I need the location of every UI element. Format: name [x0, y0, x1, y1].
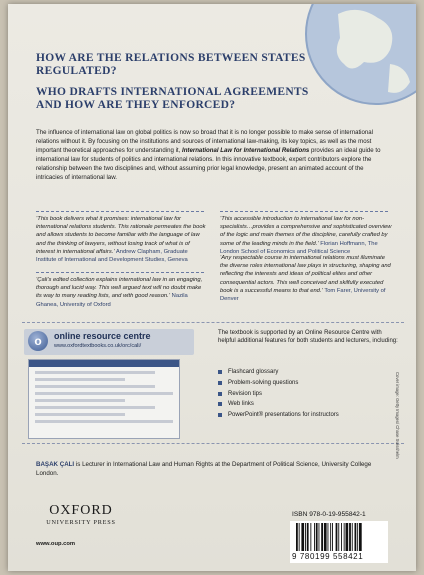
- review-quote: [220, 215, 392, 256]
- list-item: PowerPoint® presentations for instructors: [218, 410, 398, 421]
- quote-text: ‘Any respectable course in international relations must illuminate the diverse roles international law plays in structuring, shaping and reflecting the interests and ideas of political elites and other consequential actors. This well conceived and skilfully executed book is a successful means to that end.’: [220, 255, 391, 294]
- orc-logo-icon: o: [28, 331, 48, 351]
- intro-paragraph: [36, 128, 388, 183]
- orc-url: www.oxfordtextbooks.co.uk/orc/cali/: [54, 343, 142, 349]
- barcode-icon: [294, 523, 384, 553]
- quote-source: Nazila Ghanea, University of Oxford: [36, 293, 188, 308]
- heading-question-1: HOW ARE THE RELATIONS BETWEEN STATES REGULATED?: [36, 52, 306, 77]
- divider: [36, 211, 204, 212]
- barcode-digits: 9 780199 558421: [292, 552, 364, 561]
- intro-text-1: The influence of international law on global politics is now so broad that it is no longer possible to make sense of international relations without it. By focusing on the institutions and sources of international law-making, its key topics, as well as the most important theoretical approaches for understanding it,: [36, 129, 374, 155]
- list-item: Problem-solving questions: [218, 378, 398, 389]
- online-resource-centre-panel: [22, 322, 404, 444]
- back-cover: [8, 4, 416, 571]
- quote-text: ‘Çali’s edited collection explains international law in an engaging, thorough and lucid way. This well argued text will no doubt make its way to many reading lists, and with good reason.’: [36, 277, 203, 300]
- isbn-label: ISBN 978-0-19-955842-1: [292, 511, 366, 518]
- author-name: BAŞAK ÇALI: [36, 461, 75, 468]
- orc-logo: [24, 329, 194, 355]
- website-screenshot: [28, 359, 180, 439]
- list-item: Revision tips: [218, 389, 398, 400]
- orc-feature-list: [218, 367, 398, 421]
- divider: [36, 272, 204, 273]
- quote-source: Andrew Clapham, Graduate Institute of International and Development Studies, Geneva: [36, 248, 188, 264]
- publisher-website: www.oup.com: [36, 541, 76, 547]
- book-title: International Law for International Relations: [182, 147, 310, 155]
- orc-description: The textbook is supported by an Online Resource Centre with helpful additional features for both students and lecturers, including:: [218, 330, 398, 345]
- review-quote: [220, 254, 392, 303]
- quote-text: ‘This book delivers what it promises: international law for international relations students. This rationale permeates the book and allows students to become familiar with the language of law and the thinking of lawyers, without losing track of what is of interest in international affairs.’: [36, 216, 206, 255]
- cover-image-credit: Cover image: Getty Images/ Chase Swisshelm: [395, 372, 400, 459]
- publisher-name: OXFORD: [49, 503, 113, 518]
- quote-text: ‘This accessible introduction to international law for non-specialists…provides a comprehensive and sophisticated overview of the logic and main themes of the discipline, carefully crafted by some of the leading minds in the field.’: [220, 216, 392, 247]
- publisher-subtitle: UNIVERSITY PRESS: [46, 519, 116, 526]
- quote-source: Tom Farer, University of Denver: [220, 287, 386, 303]
- list-item: Web links: [218, 399, 398, 410]
- divider: [220, 211, 388, 212]
- barcode: [290, 521, 388, 563]
- publisher-logo: [36, 504, 126, 527]
- author-bio-text: is Lecturer in International Law and Human Rights at the Department of Political Science, University College London.: [36, 461, 372, 477]
- heading-question-2: WHO DRAFTS INTERNATIONAL AGREEMENTS AND HOW ARE THEY ENFORCED?: [36, 86, 309, 111]
- orc-title: online resource centre: [54, 331, 151, 341]
- author-bio: [36, 460, 388, 478]
- quote-source: Florian Hoffmann, The London School of Economics and Political Science: [220, 240, 378, 255]
- intro-text-2: provides an ideal guide to international law for students of politics and international relations. In this innovative textbook, expert contributors explore the relationship between the two disciplines and, without assuming prior legal knowledge, present an animated account of the intricacies of international law.: [36, 147, 381, 182]
- review-quote: [36, 276, 208, 309]
- list-item: Flashcard glossary: [218, 367, 398, 378]
- review-quote: [36, 215, 208, 264]
